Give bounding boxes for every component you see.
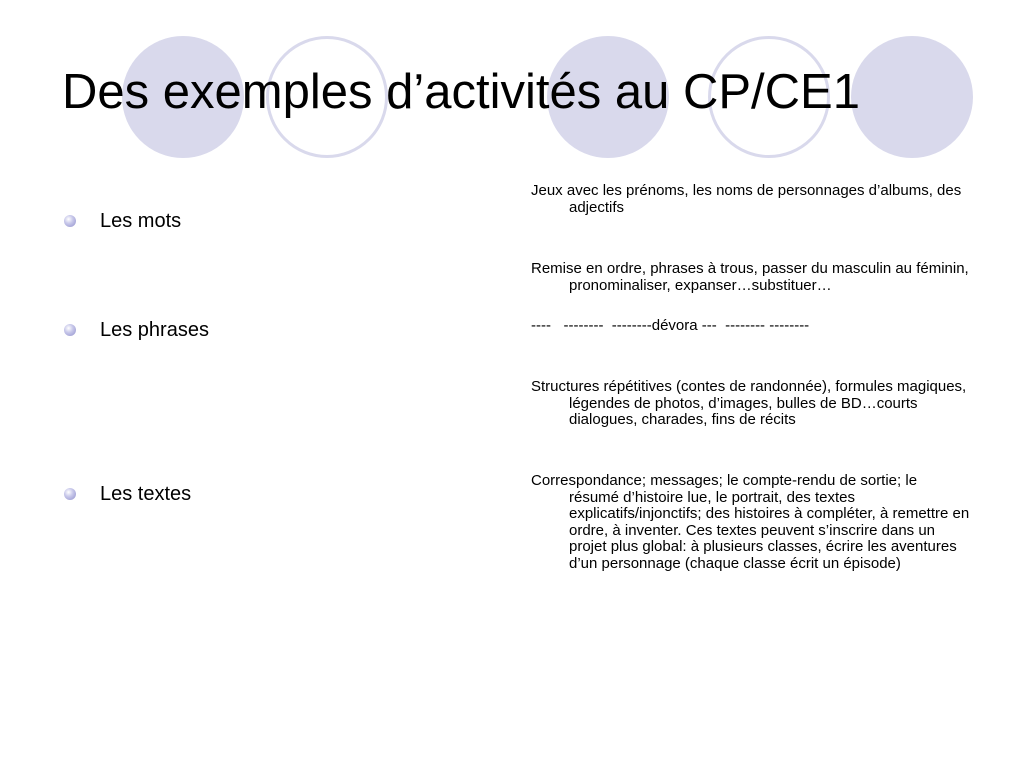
bullet-label: Les phrases [100, 319, 209, 341]
bullet-icon [64, 488, 76, 500]
activity-paragraph-structures: Structures répétitives (contes de randonnée), formules magiques, légendes de photos, d’images, bulles de BD…courts dialogues, charades, fins de récits [531, 378, 967, 428]
bullet-icon [64, 324, 76, 336]
bullet-label: Les mots [100, 210, 182, 232]
bullet-icon [64, 215, 76, 227]
circle-decoration-icon [851, 36, 973, 158]
dash-example-line: ---- -------- --------dévora --- -------- -------- [531, 317, 810, 334]
slide-title: Des exemples d’activités au CP/CE1 [62, 65, 860, 119]
activity-paragraph-textes: Correspondance; messages; le compte-rendu de sortie; le résumé d’histoire lue, le portrait, des textes explicatifs/injonctifs; des histoires à compléter, à remettre en ordre, à inventer. Ces textes peuvent s’inscrire dans un projet plus global: à plusieurs classes, écrire les aventures d’un personnage (chaque classe écrit un épisode) [531, 472, 970, 572]
activity-paragraph-phrases: Remise en ordre, phrases à trous, passer du masculin au féminin, pronominaliser, expanser…substituer… [531, 260, 969, 294]
activity-paragraph-mots: Jeux avec les prénoms, les noms de personnages d’albums, des adjectifs [531, 182, 962, 216]
bullet-label: Les textes [100, 483, 192, 505]
